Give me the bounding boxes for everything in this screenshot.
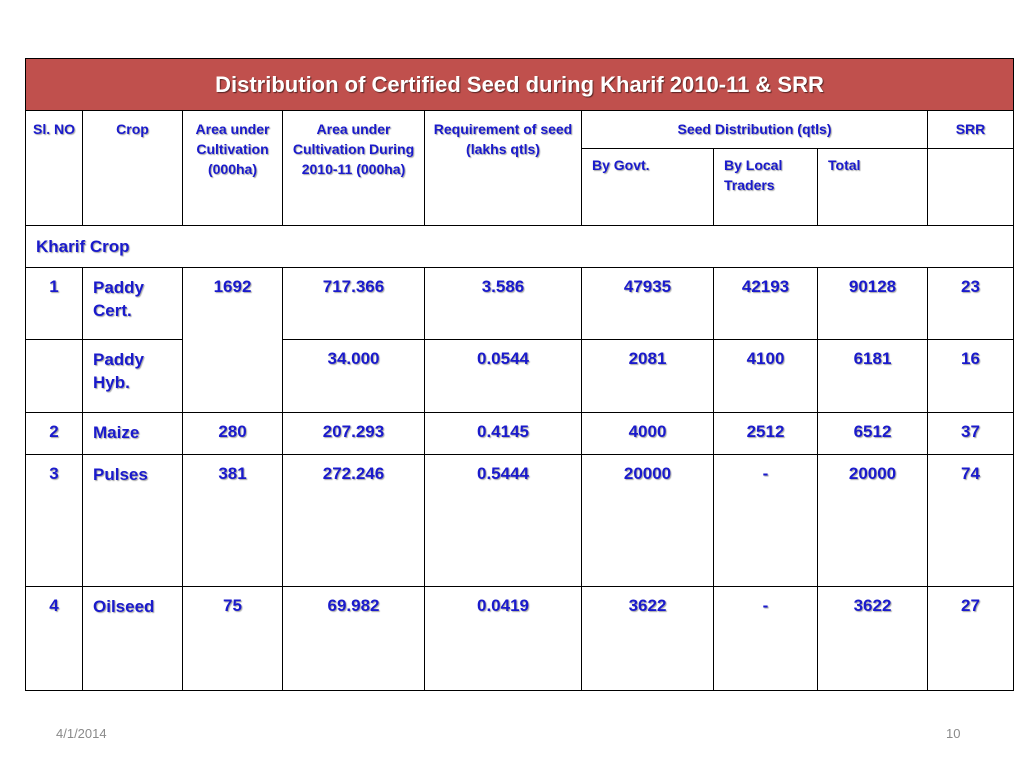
- cell-by-govt: 4000: [582, 412, 714, 454]
- header-sl-no: Sl. NO: [26, 111, 83, 226]
- header-row-1: [26, 111, 1014, 149]
- cell-srr: 27: [928, 586, 1014, 690]
- cell-requirement: 0.4145: [425, 412, 582, 454]
- cell-by-local: -: [714, 454, 818, 586]
- table-row: [26, 268, 1014, 340]
- cell-requirement: 0.0419: [425, 586, 582, 690]
- cell-requirement: 0.5444: [425, 454, 582, 586]
- cell-srr: 37: [928, 412, 1014, 454]
- page-number: 10: [946, 726, 961, 741]
- cell-sl: 1: [26, 268, 83, 340]
- section-row: [26, 226, 1014, 268]
- footer-date: 4/1/2014: [56, 726, 107, 741]
- cell-by-local: 42193: [714, 268, 818, 340]
- cell-sl: 2: [26, 412, 83, 454]
- cell-area-2010: 717.366: [283, 268, 425, 340]
- cell-requirement: 0.0544: [425, 340, 582, 412]
- table-row: [26, 340, 1014, 412]
- cell-srr: 16: [928, 340, 1014, 412]
- header-seed-distribution: Seed Distribution (qtls): [582, 111, 928, 149]
- cell-total: 3622: [818, 586, 928, 690]
- cell-by-govt: 3622: [582, 586, 714, 690]
- table-title: Distribution of Certified Seed during Kharif 2010-11 & SRR: [26, 59, 1014, 111]
- cell-srr: 74: [928, 454, 1014, 586]
- cell-crop: Paddy Hyb.: [83, 340, 183, 412]
- cell-area: 1692: [183, 268, 283, 412]
- cell-by-local: -: [714, 586, 818, 690]
- cell-area: 75: [183, 586, 283, 690]
- cell-by-govt: 47935: [582, 268, 714, 340]
- cell-total: 6512: [818, 412, 928, 454]
- header-crop: Crop: [83, 111, 183, 226]
- cell-area-2010: 69.982: [283, 586, 425, 690]
- cell-area: 280: [183, 412, 283, 454]
- header-by-govt: By Govt.: [582, 149, 714, 226]
- header-area-cultivation: Area under Cultivation (000ha): [183, 111, 283, 226]
- header-srr: SRR: [928, 111, 1014, 149]
- cell-total: 90128: [818, 268, 928, 340]
- cell-total: 6181: [818, 340, 928, 412]
- cell-sl: 3: [26, 454, 83, 586]
- cell-area: 381: [183, 454, 283, 586]
- cell-crop: Oilseed: [83, 586, 183, 690]
- title-row: [26, 59, 1014, 111]
- header-total: Total: [818, 149, 928, 226]
- cell-by-govt: 2081: [582, 340, 714, 412]
- cell-by-local: 4100: [714, 340, 818, 412]
- table-row: [26, 586, 1014, 690]
- cell-crop: Maize: [83, 412, 183, 454]
- cell-area-2010: 207.293: [283, 412, 425, 454]
- table-row: [26, 412, 1014, 454]
- cell-by-local: 2512: [714, 412, 818, 454]
- cell-sl: [26, 340, 83, 412]
- header-area-cultivation-2010: Area under Cultivation During 2010-11 (000ha): [283, 111, 425, 226]
- cell-crop: Paddy Cert.: [83, 268, 183, 340]
- seed-distribution-table: [25, 58, 1014, 691]
- header-srr-empty: [928, 149, 1014, 226]
- cell-area-2010: 272.246: [283, 454, 425, 586]
- cell-total: 20000: [818, 454, 928, 586]
- cell-area-2010: 34.000: [283, 340, 425, 412]
- cell-srr: 23: [928, 268, 1014, 340]
- cell-sl: 4: [26, 586, 83, 690]
- cell-crop: Pulses: [83, 454, 183, 586]
- section-label: Kharif Crop: [26, 226, 1014, 268]
- header-by-local-traders: By Local Traders: [714, 149, 818, 226]
- cell-requirement: 3.586: [425, 268, 582, 340]
- table-row: [26, 454, 1014, 586]
- header-requirement: Requirement of seed (lakhs qtls): [425, 111, 582, 226]
- cell-by-govt: 20000: [582, 454, 714, 586]
